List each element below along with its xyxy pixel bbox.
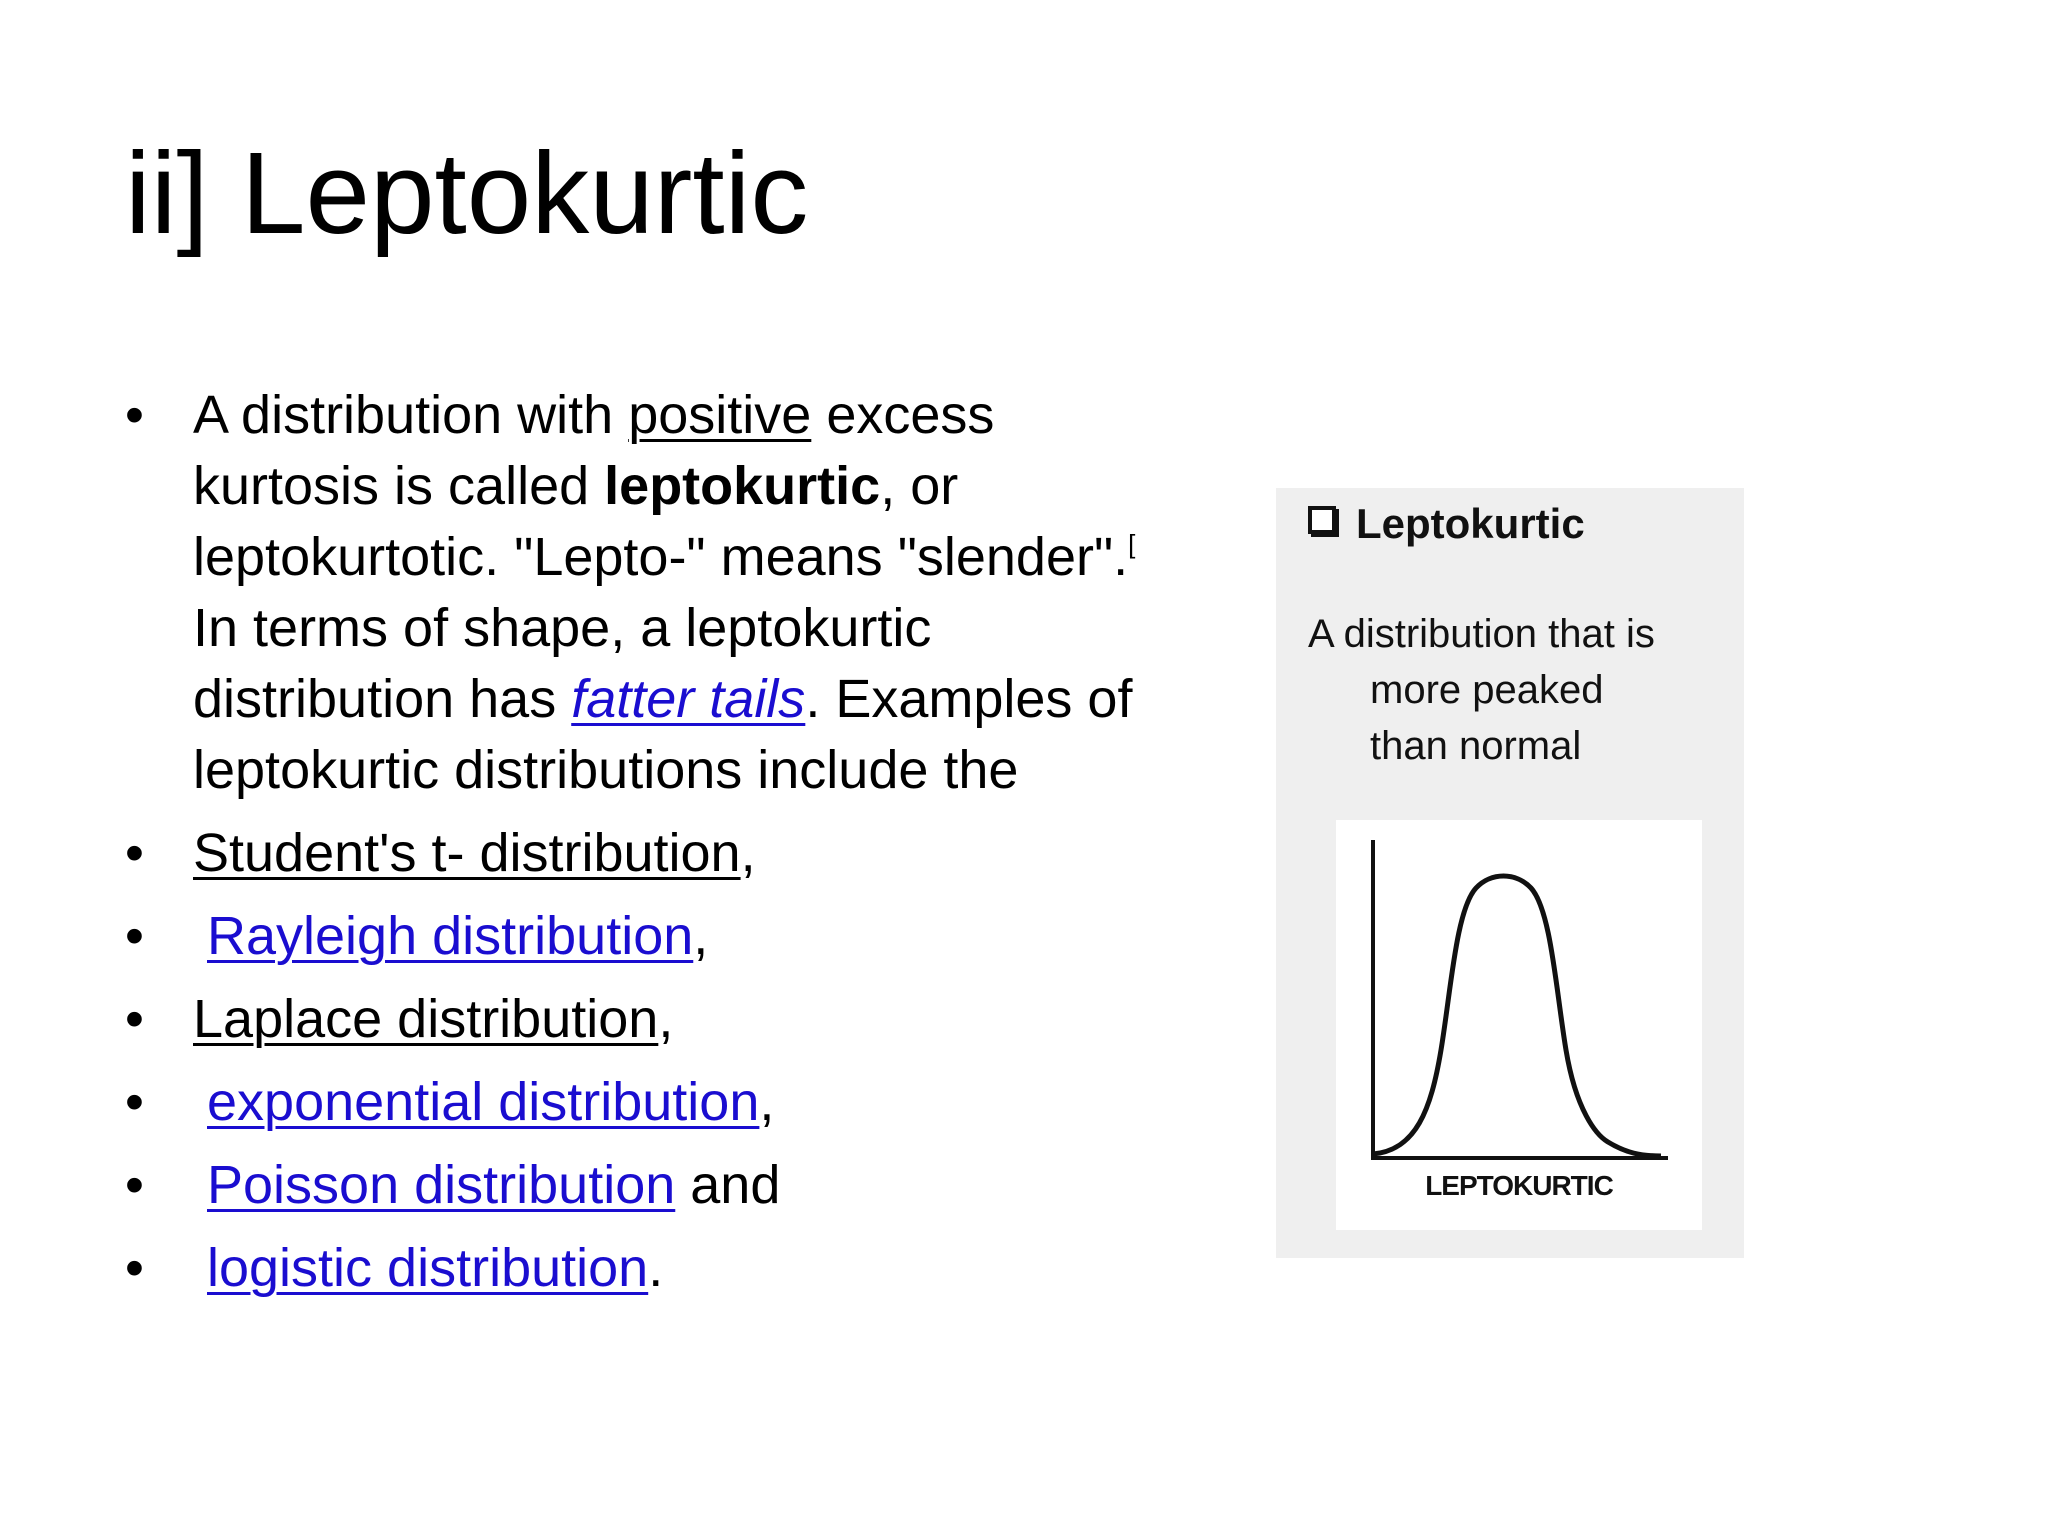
students-t-link[interactable]: Student's t- distribution: [193, 823, 741, 883]
plot-label: LEPTOKURTIC: [1425, 1170, 1613, 1201]
list-item: [125, 984, 1165, 1055]
poisson-link[interactable]: Poisson distribution: [207, 1155, 676, 1215]
item-suffix: and: [675, 1155, 781, 1215]
list-item: [125, 818, 1165, 889]
list-item: [125, 901, 1165, 972]
description-line: more peaked: [1370, 668, 1604, 712]
bullet-list: [125, 380, 1165, 1304]
figure-heading-text: Leptokurtic: [1356, 500, 1585, 547]
logistic-link[interactable]: logistic distribution: [207, 1238, 649, 1298]
bullet-intro: [125, 380, 1165, 806]
slide-title: ii] Leptokurtic: [125, 128, 809, 258]
positive-link[interactable]: positive: [628, 385, 812, 445]
description-line: A distribution that is: [1308, 612, 1655, 656]
item-suffix: ,: [693, 906, 709, 966]
checkbox-icon: [1308, 506, 1336, 534]
intro-text-1: A distribution with: [193, 385, 629, 445]
exponential-link[interactable]: exponential distribution: [207, 1072, 760, 1132]
leptokurtic-term: leptokurtic: [604, 456, 881, 516]
leptokurtic-curve: [1373, 876, 1661, 1156]
figure-description: [1308, 606, 1655, 774]
intro-text-3: , or leptokurtotic. "Lepto-" means "slender".: [193, 456, 1129, 587]
leptokurtic-figure: [1276, 488, 1744, 1258]
intro-text-5: . Examples of leptokurtic distributions include the: [193, 669, 1133, 800]
laplace-link[interactable]: Laplace distribution: [193, 989, 659, 1049]
list-item: [125, 1067, 1165, 1138]
fatter-tails-link[interactable]: fatter tails: [571, 669, 806, 729]
list-item: [125, 1233, 1165, 1304]
citation-ref[interactable]: [: [1128, 529, 1136, 559]
figure-heading: [1308, 500, 1585, 548]
item-suffix: ,: [740, 823, 756, 883]
rayleigh-link[interactable]: Rayleigh distribution: [207, 906, 694, 966]
description-line: than normal: [1370, 724, 1582, 768]
plot-svg: [1336, 820, 1702, 1230]
intro-text-4: In terms of shape, a leptokurtic distribution has: [193, 598, 932, 729]
distribution-plot: [1336, 820, 1702, 1230]
item-suffix: .: [648, 1238, 664, 1298]
item-suffix: ,: [658, 989, 674, 1049]
item-suffix: ,: [759, 1072, 775, 1132]
list-item: [125, 1150, 1165, 1221]
intro-text-2: excess kurtosis is called: [193, 385, 995, 516]
